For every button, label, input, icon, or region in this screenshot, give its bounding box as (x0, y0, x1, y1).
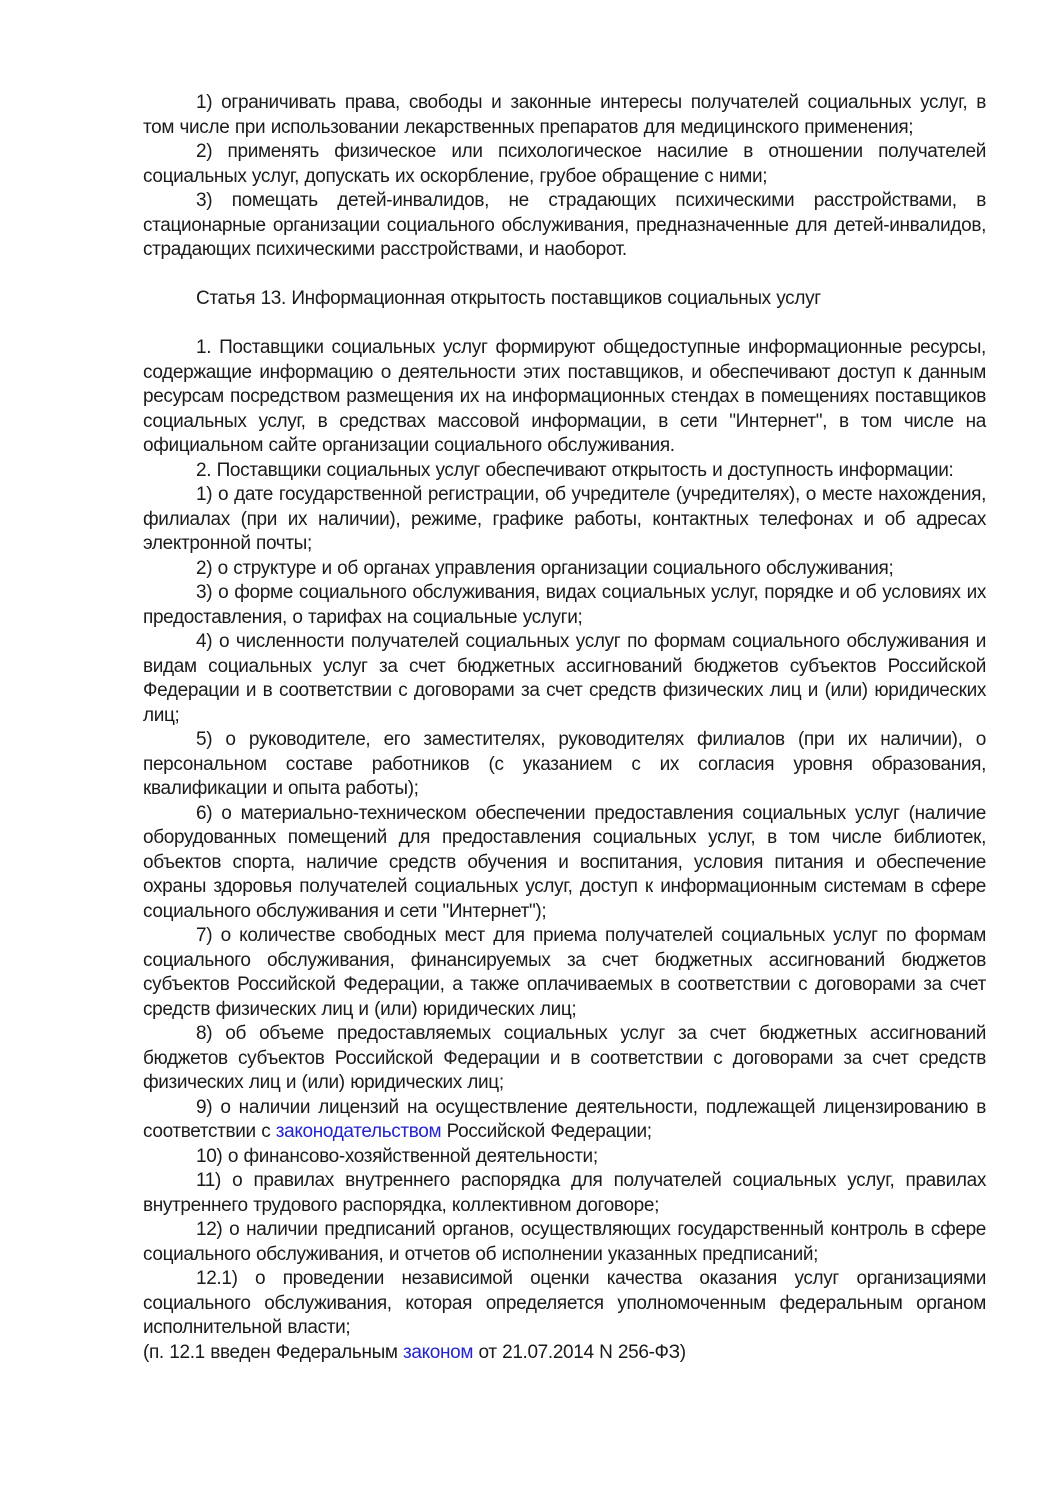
text-run: 4) о численности получателей социальных услуг по формам социального обслуживания и видам социальных услуг за счет бюджетных ассигнований бюджетов субъектов Российской Федерации и в соответствии с договорами за счет средств физических лиц и (или) юридических лиц; (143, 631, 986, 726)
text-run: 6) о материально-техническом обеспечении предоставления социальных услуг (наличие оборудованных помещений для предоставления социальных услуг, в том числе библиотек, объектов спорта, наличие средств обучения и воспитания, условия питания и обеспечение охраны здоровья получателей социальных услуг, доступ к информационным системам в сфере социального обслуживания и сети "Интернет"); (143, 802, 986, 922)
item-12 (143, 1218, 986, 1267)
text-run: 10) о финансово-хозяйственной деятельности; (196, 1145, 598, 1167)
text-run: 2) о структуре и об органах управления организации социального обслуживания; (196, 557, 894, 579)
item-5 (143, 728, 986, 802)
item-12-1 (143, 1267, 986, 1341)
part-1 (143, 336, 986, 459)
item-1 (143, 483, 986, 557)
text-run: 5) о руководителе, его заместителях, руководителях филиалов (при их наличии), о персональном составе работников (с указанием с их согласия уровня образования, квалификации и опыта работы); (143, 729, 986, 799)
text-run: 9) о наличии лицензий на осуществление деятельности, подлежащей лицензированию в соответствии с (143, 1096, 986, 1142)
item-9 (143, 1096, 986, 1145)
clause-3-prohibition (143, 189, 986, 263)
item-11 (143, 1169, 986, 1218)
article-13-heading (143, 287, 986, 312)
text-run: 1. Поставщики социальных услуг формируют общедоступные информационные ресурсы, содержащие информацию о деятельности этих поставщиков, и обеспечивают доступ к данным ресурсам посредством размещения их на информационных стендах в помещениях поставщиков социальных услуг, в средствах массовой информации, в сети "Интернет", в том числе на официальном сайте организации социального обслуживания. (143, 337, 986, 456)
item-6 (143, 802, 986, 925)
text-run: 12.1) о проведении независимой оценки качества оказания услуг организациями социального обслуживания, которая определяется уполномоченным федеральным органом исполнительной власти; (143, 1268, 986, 1338)
text-run: Статья 13. Информационная открытость поставщиков социальных услуг (196, 288, 821, 309)
text-run: 2. Поставщики социальных услуг обеспечивают открытость и доступность информации: (196, 459, 954, 481)
text-run: (п. 12.1 введен Федеральным (143, 1341, 404, 1363)
text-run: 1) о дате государственной регистрации, об учредителе (учредителях), о месте нахождения, филиалах (при их наличии), режиме, графике работы, контактных телефонах и об адресах электронной почты; (143, 484, 986, 554)
law-link[interactable]: законом (403, 1341, 474, 1363)
part-2-intro (143, 459, 986, 484)
text-run: 11) о правилах внутреннего распорядка для получателей социальных услуг, правилах внутреннего трудового распорядка, коллективном договоре; (143, 1170, 986, 1216)
text-run: Российской Федерации; (441, 1121, 652, 1142)
text-run: от 21.07.2014 N 256-ФЗ) (473, 1341, 686, 1363)
text-run: 8) об объеме предоставляемых социальных услуг за счет бюджетных ассигнований бюджетов субъектов Российской Федерации и в соответствии с договорами за счет средств физических лиц и (или) юридических лиц; (143, 1023, 986, 1093)
text-run: 1) ограничивать права, свободы и законные интересы получателей социальных услуг, в том числе при использовании лекарственных препаратов для медицинского применения; (143, 92, 986, 138)
item-2 (143, 557, 986, 582)
text-run: 12) о наличии предписаний органов, осуществляющих государственный контроль в сфере социального обслуживания, и отчетов об исполнении указанных предписаний; (143, 1219, 986, 1265)
item-7 (143, 924, 986, 1022)
text-run: 2) применять физическое или психологическое насилие в отношении получателей социальных услуг, допускать их оскорбление, грубое обращение с ними; (143, 141, 986, 187)
text-run: 7) о количестве свободных мест для приема получателей социальных услуг по формам социального обслуживания, финансируемых за счет бюджетных ассигнований бюджетов субъектов Российской Федерации, а также оплачиваемых в соответствии с договорами за счет средств физических лиц и (или) юридических лиц; (143, 925, 986, 1020)
text-run: 3) о форме социального обслуживания, видах социальных услуг, порядке и об условиях их предоставления, о тарифах на социальные услуги; (143, 582, 986, 628)
amendment-note-12-1 (143, 1341, 986, 1366)
clause-1-prohibition (143, 91, 986, 140)
item-3 (143, 581, 986, 630)
clause-2-prohibition (143, 140, 986, 189)
legislation-link[interactable]: законодательством (275, 1121, 442, 1142)
item-10 (143, 1145, 986, 1170)
item-8 (143, 1022, 986, 1096)
item-4 (143, 630, 986, 728)
text-run: 3) помещать детей-инвалидов, не страдающих психическими расстройствами, в стационарные организации социального обслуживания, предназначенные для детей-инвалидов, страдающих психическими расстройствами, и наоборот. (143, 190, 986, 260)
document-body (143, 91, 986, 1365)
